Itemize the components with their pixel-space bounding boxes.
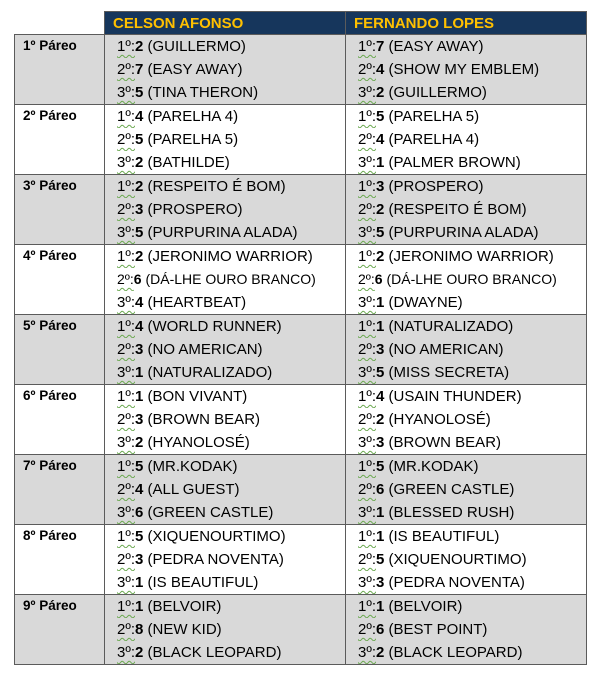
horse-number: 3 (376, 434, 385, 451)
horse-number: 6 (135, 504, 144, 521)
horse-number: 3 (135, 341, 144, 358)
tip-line (346, 431, 586, 454)
tip-line (105, 338, 345, 361)
race-row (15, 105, 587, 175)
horse-number: 1 (376, 318, 385, 335)
horse-name: (HEARTBEAT) (147, 294, 247, 311)
race-label: 7º Páreo (15, 455, 105, 525)
horse-name: (WORLD RUNNER) (147, 318, 282, 335)
placing-label: 1º: (117, 528, 135, 545)
horse-name: (IS BEAUTIFUL) (388, 528, 500, 545)
tip-line (346, 408, 586, 431)
placing-label: 2º: (358, 131, 376, 148)
horse-name: (BROWN BEAR) (147, 411, 261, 428)
tips-cell-fernando (346, 315, 587, 385)
horse-name: (NO AMERICAN) (388, 341, 504, 358)
tip-line (346, 478, 586, 501)
placing-label: 1º: (358, 108, 376, 125)
header-blank-cell (15, 12, 105, 35)
horse-number: 6 (133, 271, 142, 287)
placing-label: 1º: (358, 38, 376, 55)
tip-line (105, 245, 345, 268)
placing-label: 2º: (117, 61, 135, 78)
tip-line (346, 455, 586, 478)
horse-number: 5 (135, 224, 144, 241)
horse-name: (PARELHA 4) (388, 131, 480, 148)
tip-line (105, 198, 345, 221)
tip-line (346, 315, 586, 338)
tip-line (105, 431, 345, 454)
horse-name: (BROWN BEAR) (388, 434, 502, 451)
horse-number: 1 (376, 294, 385, 311)
tip-line (346, 361, 586, 384)
tips-cell-fernando (346, 595, 587, 665)
horse-number: 2 (135, 178, 144, 195)
tip-line (346, 81, 586, 104)
tip-line (105, 315, 345, 338)
horse-number: 1 (376, 528, 385, 545)
horse-number: 5 (135, 528, 144, 545)
horse-name: (PURPURINA ALADA) (388, 224, 539, 241)
horse-number: 2 (376, 201, 385, 218)
horse-name: (HYANOLOSÉ) (147, 434, 250, 451)
placing-label: 2º: (358, 341, 376, 358)
horse-number: 4 (135, 108, 144, 125)
placing-label: 2º: (117, 411, 135, 428)
horse-number: 3 (135, 411, 144, 428)
horse-name: (PARELHA 5) (147, 131, 239, 148)
race-row (15, 245, 587, 315)
horse-name: (BEST POINT) (388, 621, 488, 638)
horse-name: (USAIN THUNDER) (388, 388, 522, 405)
placing-label: 2º: (117, 201, 135, 218)
horse-name: (XIQUENOURTIMO) (147, 528, 286, 545)
horse-number: 5 (135, 458, 144, 475)
horse-number: 1 (135, 574, 144, 591)
placing-label: 2º: (117, 621, 135, 638)
tip-line (105, 105, 345, 128)
tips-cell-celson (105, 35, 346, 105)
race-label: 3º Páreo (15, 175, 105, 245)
horse-name: (NO AMERICAN) (147, 341, 263, 358)
horse-number: 5 (376, 458, 385, 475)
horse-name: (PEDRA NOVENTA) (147, 551, 284, 568)
tips-cell-celson (105, 595, 346, 665)
horse-name: (RESPEITO É BOM) (147, 178, 286, 195)
placing-label: 3º: (117, 504, 135, 521)
horse-name: (PEDRA NOVENTA) (388, 574, 525, 591)
header-celson-afonso: CELSON AFONSO (105, 12, 346, 35)
tip-line (105, 58, 345, 81)
race-label: 2º Páreo (15, 105, 105, 175)
horse-number: 4 (135, 481, 144, 498)
placing-label: 3º: (358, 644, 376, 661)
tips-cell-fernando (346, 175, 587, 245)
horse-name: (XIQUENOURTIMO) (388, 551, 527, 568)
tip-line (346, 128, 586, 151)
horse-name: (JERONIMO WARRIOR) (388, 248, 554, 265)
placing-label: 1º: (358, 178, 376, 195)
tip-line (105, 268, 345, 291)
horse-name: (SHOW MY EMBLEM) (388, 61, 540, 78)
horse-number: 5 (376, 551, 385, 568)
horse-number: 4 (135, 318, 144, 335)
placing-label: 3º: (117, 294, 135, 311)
tip-line (346, 641, 586, 664)
horse-name: (DÁ-LHE OURO BRANCO) (386, 271, 557, 287)
tip-line (346, 338, 586, 361)
horse-number: 1 (376, 154, 385, 171)
tip-line (346, 595, 586, 618)
tip-line (346, 291, 586, 314)
tip-line (105, 35, 345, 58)
horse-number: 7 (135, 61, 144, 78)
horse-number: 5 (376, 224, 385, 241)
tip-line (105, 291, 345, 314)
placing-label: 2º: (358, 271, 375, 287)
placing-label: 3º: (117, 644, 135, 661)
race-label: 6º Páreo (15, 385, 105, 455)
tip-line (346, 268, 586, 291)
placing-label: 1º: (117, 38, 135, 55)
tip-line (105, 641, 345, 664)
tip-line (105, 221, 345, 244)
horse-number: 3 (376, 574, 385, 591)
placing-label: 3º: (358, 434, 376, 451)
race-row (15, 455, 587, 525)
horse-number: 4 (135, 294, 144, 311)
horse-name: (MISS SECRETA) (388, 364, 510, 381)
placing-label: 1º: (117, 318, 135, 335)
horse-name: (GUILLERMO) (147, 38, 246, 55)
tip-line (346, 525, 586, 548)
placing-label: 1º: (117, 248, 135, 265)
race-label: 5º Páreo (15, 315, 105, 385)
horse-number: 1 (376, 598, 385, 615)
horse-name: (PROSPERO) (388, 178, 484, 195)
horse-name: (PARELHA 4) (147, 108, 239, 125)
horse-number: 2 (135, 154, 144, 171)
placing-label: 2º: (117, 551, 135, 568)
placing-label: 2º: (117, 131, 135, 148)
horse-name: (MR.KODAK) (147, 458, 238, 475)
tip-line (105, 455, 345, 478)
placing-label: 1º: (358, 458, 376, 475)
tips-cell-fernando (346, 35, 587, 105)
race-label: 1º Páreo (15, 35, 105, 105)
horse-name: (BLESSED RUSH) (388, 504, 515, 521)
horse-number: 2 (135, 644, 144, 661)
horse-name: (BELVOIR) (388, 598, 463, 615)
horse-number: 5 (135, 84, 144, 101)
tip-line (105, 81, 345, 104)
tip-line (105, 385, 345, 408)
tip-line (105, 595, 345, 618)
placing-label: 1º: (358, 528, 376, 545)
placing-label: 2º: (117, 481, 135, 498)
tip-line (346, 198, 586, 221)
tip-line (346, 548, 586, 571)
horse-name: (BLACK LEOPARD) (388, 644, 523, 661)
horse-number: 1 (135, 364, 144, 381)
tips-cell-fernando (346, 105, 587, 175)
horse-number: 2 (135, 434, 144, 451)
horse-number: 2 (135, 38, 144, 55)
tip-line (105, 501, 345, 524)
tip-line (346, 385, 586, 408)
horse-name: (RESPEITO É BOM) (388, 201, 527, 218)
horse-name: (NEW KID) (147, 621, 222, 638)
tips-cell-celson (105, 245, 346, 315)
placing-label: 3º: (117, 574, 135, 591)
horse-name: (PARELHA 5) (388, 108, 480, 125)
header-fernando-lopes: FERNANDO LOPES (346, 12, 587, 35)
horse-number: 8 (135, 621, 144, 638)
placing-label: 1º: (117, 598, 135, 615)
horse-number: 6 (376, 481, 385, 498)
horse-number: 5 (135, 131, 144, 148)
horse-name: (GREEN CASTLE) (147, 504, 274, 521)
race-row (15, 525, 587, 595)
horse-number: 5 (376, 108, 385, 125)
tips-cell-celson (105, 105, 346, 175)
horse-name: (BLACK LEOPARD) (147, 644, 282, 661)
horse-name: (PROSPERO) (147, 201, 243, 218)
horse-number: 3 (376, 178, 385, 195)
horse-name: (TINA THERON) (147, 84, 259, 101)
horse-name: (EASY AWAY) (388, 38, 484, 55)
placing-label: 3º: (117, 224, 135, 241)
tip-line (105, 175, 345, 198)
tip-line (105, 361, 345, 384)
tips-cell-fernando (346, 525, 587, 595)
tip-line (105, 571, 345, 594)
horse-number: 2 (376, 84, 385, 101)
placing-label: 1º: (117, 388, 135, 405)
horse-number: 4 (376, 131, 385, 148)
tip-line (105, 548, 345, 571)
horse-number: 7 (376, 38, 385, 55)
horse-number: 2 (376, 411, 385, 428)
tip-line (346, 105, 586, 128)
tip-line (105, 478, 345, 501)
placing-label: 1º: (117, 458, 135, 475)
placing-label: 3º: (117, 154, 135, 171)
horse-number: 1 (376, 504, 385, 521)
placing-label: 2º: (358, 621, 376, 638)
tip-line (346, 175, 586, 198)
horse-name: (BATHILDE) (147, 154, 230, 171)
placing-label: 3º: (358, 364, 376, 381)
horse-number: 2 (376, 248, 385, 265)
horse-name: (DÁ-LHE OURO BRANCO) (145, 271, 316, 287)
race-label: 8º Páreo (15, 525, 105, 595)
tips-table (14, 11, 587, 665)
placing-label: 2º: (358, 201, 376, 218)
horse-name: (JERONIMO WARRIOR) (147, 248, 313, 265)
placing-label: 1º: (358, 318, 376, 335)
horse-number: 3 (135, 551, 144, 568)
horse-name: (EASY AWAY) (147, 61, 243, 78)
race-label: 9º Páreo (15, 595, 105, 665)
placing-label: 2º: (358, 61, 376, 78)
horse-name: (MR.KODAK) (388, 458, 479, 475)
tip-line (346, 35, 586, 58)
horse-number: 3 (376, 341, 385, 358)
horse-name: (NATURALIZADO) (388, 318, 514, 335)
race-row (15, 175, 587, 245)
placing-label: 2º: (117, 271, 134, 287)
race-row (15, 35, 587, 105)
tips-cell-fernando (346, 245, 587, 315)
horse-name: (NATURALIZADO) (147, 364, 273, 381)
race-row (15, 385, 587, 455)
horse-number: 4 (376, 388, 385, 405)
placing-label: 3º: (358, 574, 376, 591)
horse-number: 5 (376, 364, 385, 381)
placing-label: 1º: (117, 178, 135, 195)
tip-line (105, 128, 345, 151)
placing-label: 3º: (358, 504, 376, 521)
tips-cell-celson (105, 315, 346, 385)
placing-label: 3º: (358, 154, 376, 171)
horse-name: (GREEN CASTLE) (388, 481, 515, 498)
placing-label: 2º: (358, 551, 376, 568)
tip-line (346, 501, 586, 524)
tips-cell-celson (105, 455, 346, 525)
tip-line (346, 58, 586, 81)
horse-name: (GUILLERMO) (388, 84, 487, 101)
horse-number: 6 (374, 271, 383, 287)
placing-label: 1º: (117, 108, 135, 125)
placing-label: 2º: (117, 341, 135, 358)
tip-line (105, 151, 345, 174)
horse-name: (BON VIVANT) (147, 388, 248, 405)
placing-label: 3º: (117, 434, 135, 451)
horse-number: 2 (376, 644, 385, 661)
tip-line (346, 151, 586, 174)
tips-cell-celson (105, 175, 346, 245)
header-row (15, 12, 587, 35)
placing-label: 1º: (358, 388, 376, 405)
race-row (15, 595, 587, 665)
horse-name: (HYANOLOSÉ) (388, 411, 491, 428)
placing-label: 3º: (358, 224, 376, 241)
tips-cell-fernando (346, 385, 587, 455)
tip-line (346, 618, 586, 641)
placing-label: 3º: (117, 364, 135, 381)
tip-line (105, 618, 345, 641)
tip-line (346, 245, 586, 268)
placing-label: 3º: (358, 294, 376, 311)
tip-line (346, 571, 586, 594)
placing-label: 2º: (358, 411, 376, 428)
horse-name: (DWAYNE) (388, 294, 463, 311)
placing-label: 1º: (358, 248, 376, 265)
horse-name: (PURPURINA ALADA) (147, 224, 298, 241)
race-label: 4º Páreo (15, 245, 105, 315)
horse-number: 2 (135, 248, 144, 265)
tips-cell-celson (105, 385, 346, 455)
placing-label: 3º: (117, 84, 135, 101)
horse-number: 6 (376, 621, 385, 638)
horse-number: 1 (135, 598, 144, 615)
horse-name: (BELVOIR) (147, 598, 222, 615)
tip-line (105, 525, 345, 548)
horse-number: 3 (135, 201, 144, 218)
placing-label: 1º: (358, 598, 376, 615)
horse-name: (PALMER BROWN) (388, 154, 521, 171)
horse-name: (IS BEAUTIFUL) (147, 574, 259, 591)
placing-label: 3º: (358, 84, 376, 101)
tip-line (346, 221, 586, 244)
horse-number: 1 (135, 388, 144, 405)
horse-number: 4 (376, 61, 385, 78)
race-row (15, 315, 587, 385)
horse-name: (ALL GUEST) (147, 481, 240, 498)
tips-cell-fernando (346, 455, 587, 525)
tip-line (105, 408, 345, 431)
placing-label: 2º: (358, 481, 376, 498)
races-body (15, 35, 587, 665)
tips-cell-celson (105, 525, 346, 595)
